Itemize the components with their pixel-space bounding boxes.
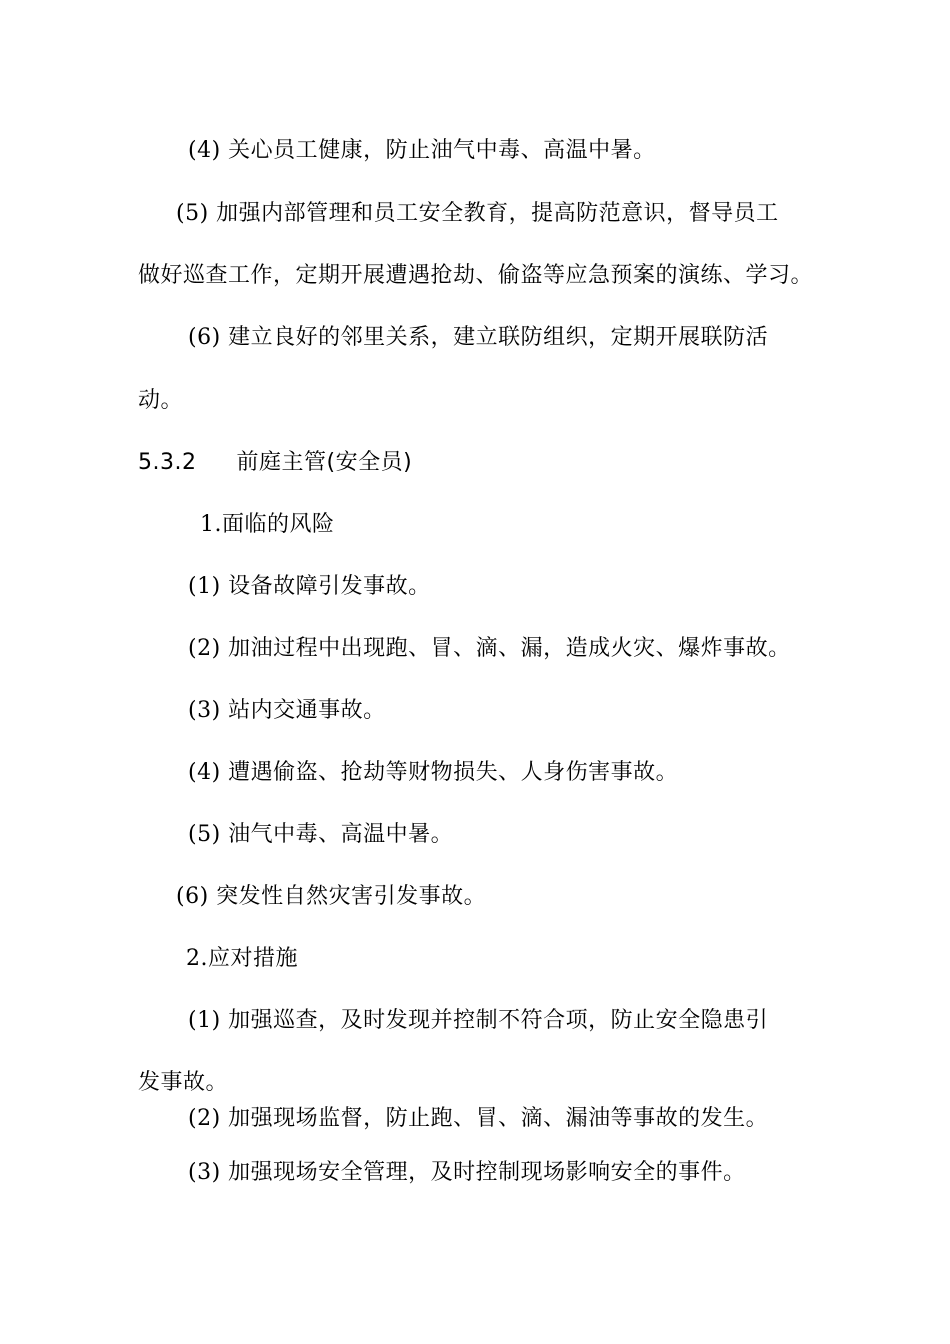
list-item: 发事故。	[138, 1070, 229, 1095]
section-heading	[138, 448, 412, 478]
list-item: (1) 设备故障引发事故。	[188, 574, 431, 599]
list-item: (2) 加油过程中出现跑、冒、滴、漏，造成火灾、爆炸事故。	[188, 636, 791, 661]
list-item: (1) 加强巡查，及时发现并控制不符合项，防止安全隐患引	[188, 1008, 769, 1033]
paragraph-line: 动。	[138, 388, 184, 413]
list-item: (6) 突发性自然灾害引发事故。	[176, 884, 487, 909]
paragraph-line: (6) 建立良好的邻里关系，建立联防组织，定期开展联防活	[188, 325, 769, 350]
section-title: 前庭主管(安全员)	[236, 450, 413, 475]
list-item: (3) 加强现场安全管理，及时控制现场影响安全的事件。	[188, 1160, 746, 1185]
subsection-heading: 2.应对措施	[186, 946, 298, 971]
list-item: (3) 站内交通事故。	[188, 698, 386, 723]
list-item: (5) 油气中毒、高温中暑。	[188, 822, 454, 847]
section-number: 5.3.2	[138, 450, 197, 475]
subsection-heading: 1.面临的风险	[200, 512, 335, 537]
list-item: (4) 遭遇偷盗、抢劫等财物损失、人身伤害事故。	[188, 760, 679, 785]
paragraph-line: (5) 加强内部管理和员工安全教育，提高防范意识，督导员工	[176, 201, 779, 226]
list-item: (2) 加强现场监督，防止跑、冒、滴、漏油等事故的发生。	[188, 1106, 769, 1131]
paragraph-line: (4) 关心员工健康，防止油气中毒、高温中暑。	[188, 138, 656, 163]
paragraph-line: 做好巡查工作，定期开展遭遇抢劫、偷盗等应急预案的演练、学习。	[138, 263, 814, 288]
